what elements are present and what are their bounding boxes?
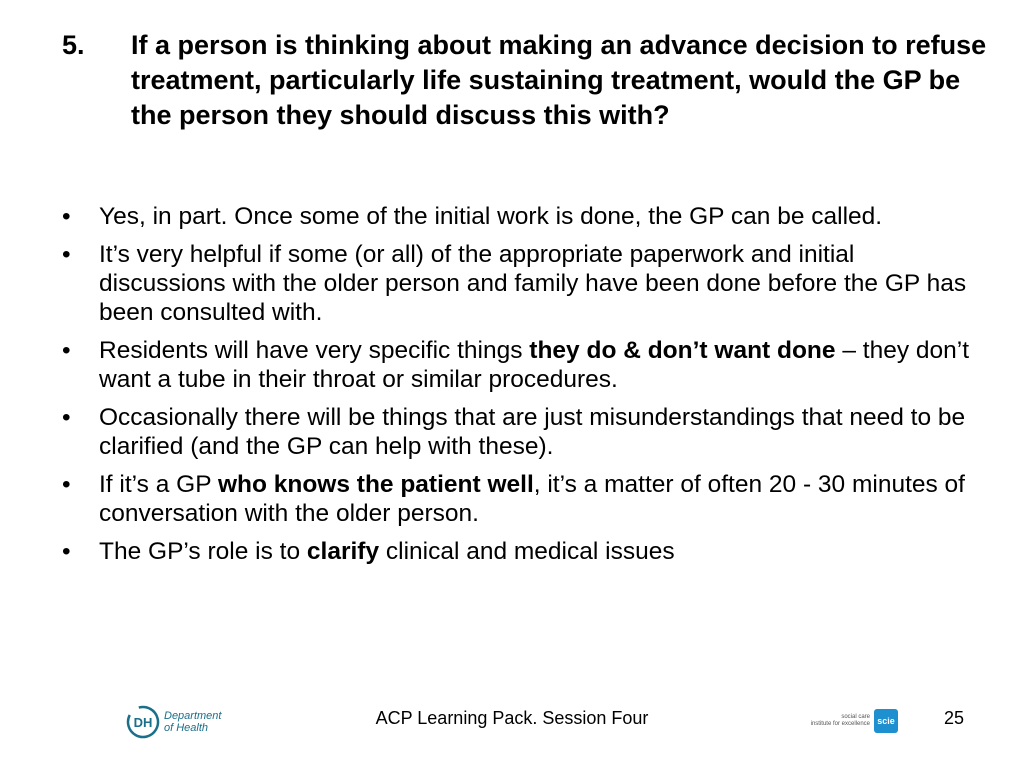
bullet-text-part: If it’s a GP [99, 471, 218, 498]
bullet-item [62, 537, 974, 566]
bullet-text [99, 470, 974, 528]
dh-logo-icon [126, 705, 160, 739]
bullet-text-part: Yes, in part. Once some of the initial work is done, the GP can be called. [99, 203, 883, 230]
bullet-item [62, 403, 974, 461]
question-heading [62, 28, 992, 133]
slide-footer [0, 700, 1024, 744]
dh-logo-line: Department [164, 710, 222, 722]
bullet-bold-part: who knows the patient well [217, 471, 534, 498]
bullet-marker: • [62, 203, 71, 230]
bullet-bold-part: clarify [306, 538, 380, 565]
bullet-bold-part: they do & don’t want done [529, 337, 836, 364]
bullet-text-part: It’s very helpful if some (or all) of the appropriate paperwork and initial discussions with the older person and family have been done before the GP has been consulted with. [99, 241, 967, 326]
bullet-text [99, 537, 974, 566]
department-of-health-logo [126, 704, 238, 740]
bullet-text-part: – they don’t want a tube in their throat or similar procedures. [99, 337, 970, 393]
bullet-text [99, 240, 974, 327]
bullet-item [62, 240, 974, 327]
bullet-text-part: , it’s a matter of often 20 - 30 minutes of conversation with the older person. [99, 471, 965, 527]
bullet-text-part: Occasionally there will be things that are just misunderstandings that need to be clarified (and the GP can help with these). [99, 404, 966, 460]
bullet-item [62, 336, 974, 394]
dh-logo-text [164, 710, 221, 734]
scie-logo-line: social care [841, 714, 870, 720]
answer-bullet-list [62, 202, 974, 575]
dh-logo-line: of Health [164, 722, 209, 734]
dh-logo-mark: DH [133, 715, 153, 730]
question-number: 5. [62, 30, 85, 60]
scie-logo-text [808, 714, 870, 728]
bullet-marker: • [62, 471, 71, 498]
bullet-marker: • [62, 337, 71, 364]
bullet-text [99, 403, 974, 461]
bullet-item [62, 202, 974, 231]
bullet-item [62, 470, 974, 528]
page-number: 25 [943, 708, 964, 728]
bullet-marker: • [62, 404, 71, 431]
footer-title: ACP Learning Pack. Session Four [375, 708, 649, 728]
bullet-text-part: Residents will have very specific things [99, 337, 530, 364]
bullet-text-part: clinical and medical issues [379, 538, 675, 565]
question-text: If a person is thinking about making an advance decision to refuse treatment, particularly life sustaining treatment, would the GP be the person they should discuss this with? [131, 30, 987, 130]
bullet-marker: • [62, 241, 71, 268]
bullet-text [99, 202, 974, 231]
scie-logo-line: institute for excellence [810, 721, 870, 727]
scie-logo [808, 706, 904, 736]
scie-badge-icon: scie [874, 709, 898, 733]
bullet-text-part: The GP’s role is to [99, 538, 307, 565]
bullet-text [99, 336, 974, 394]
bullet-marker: • [62, 538, 71, 565]
